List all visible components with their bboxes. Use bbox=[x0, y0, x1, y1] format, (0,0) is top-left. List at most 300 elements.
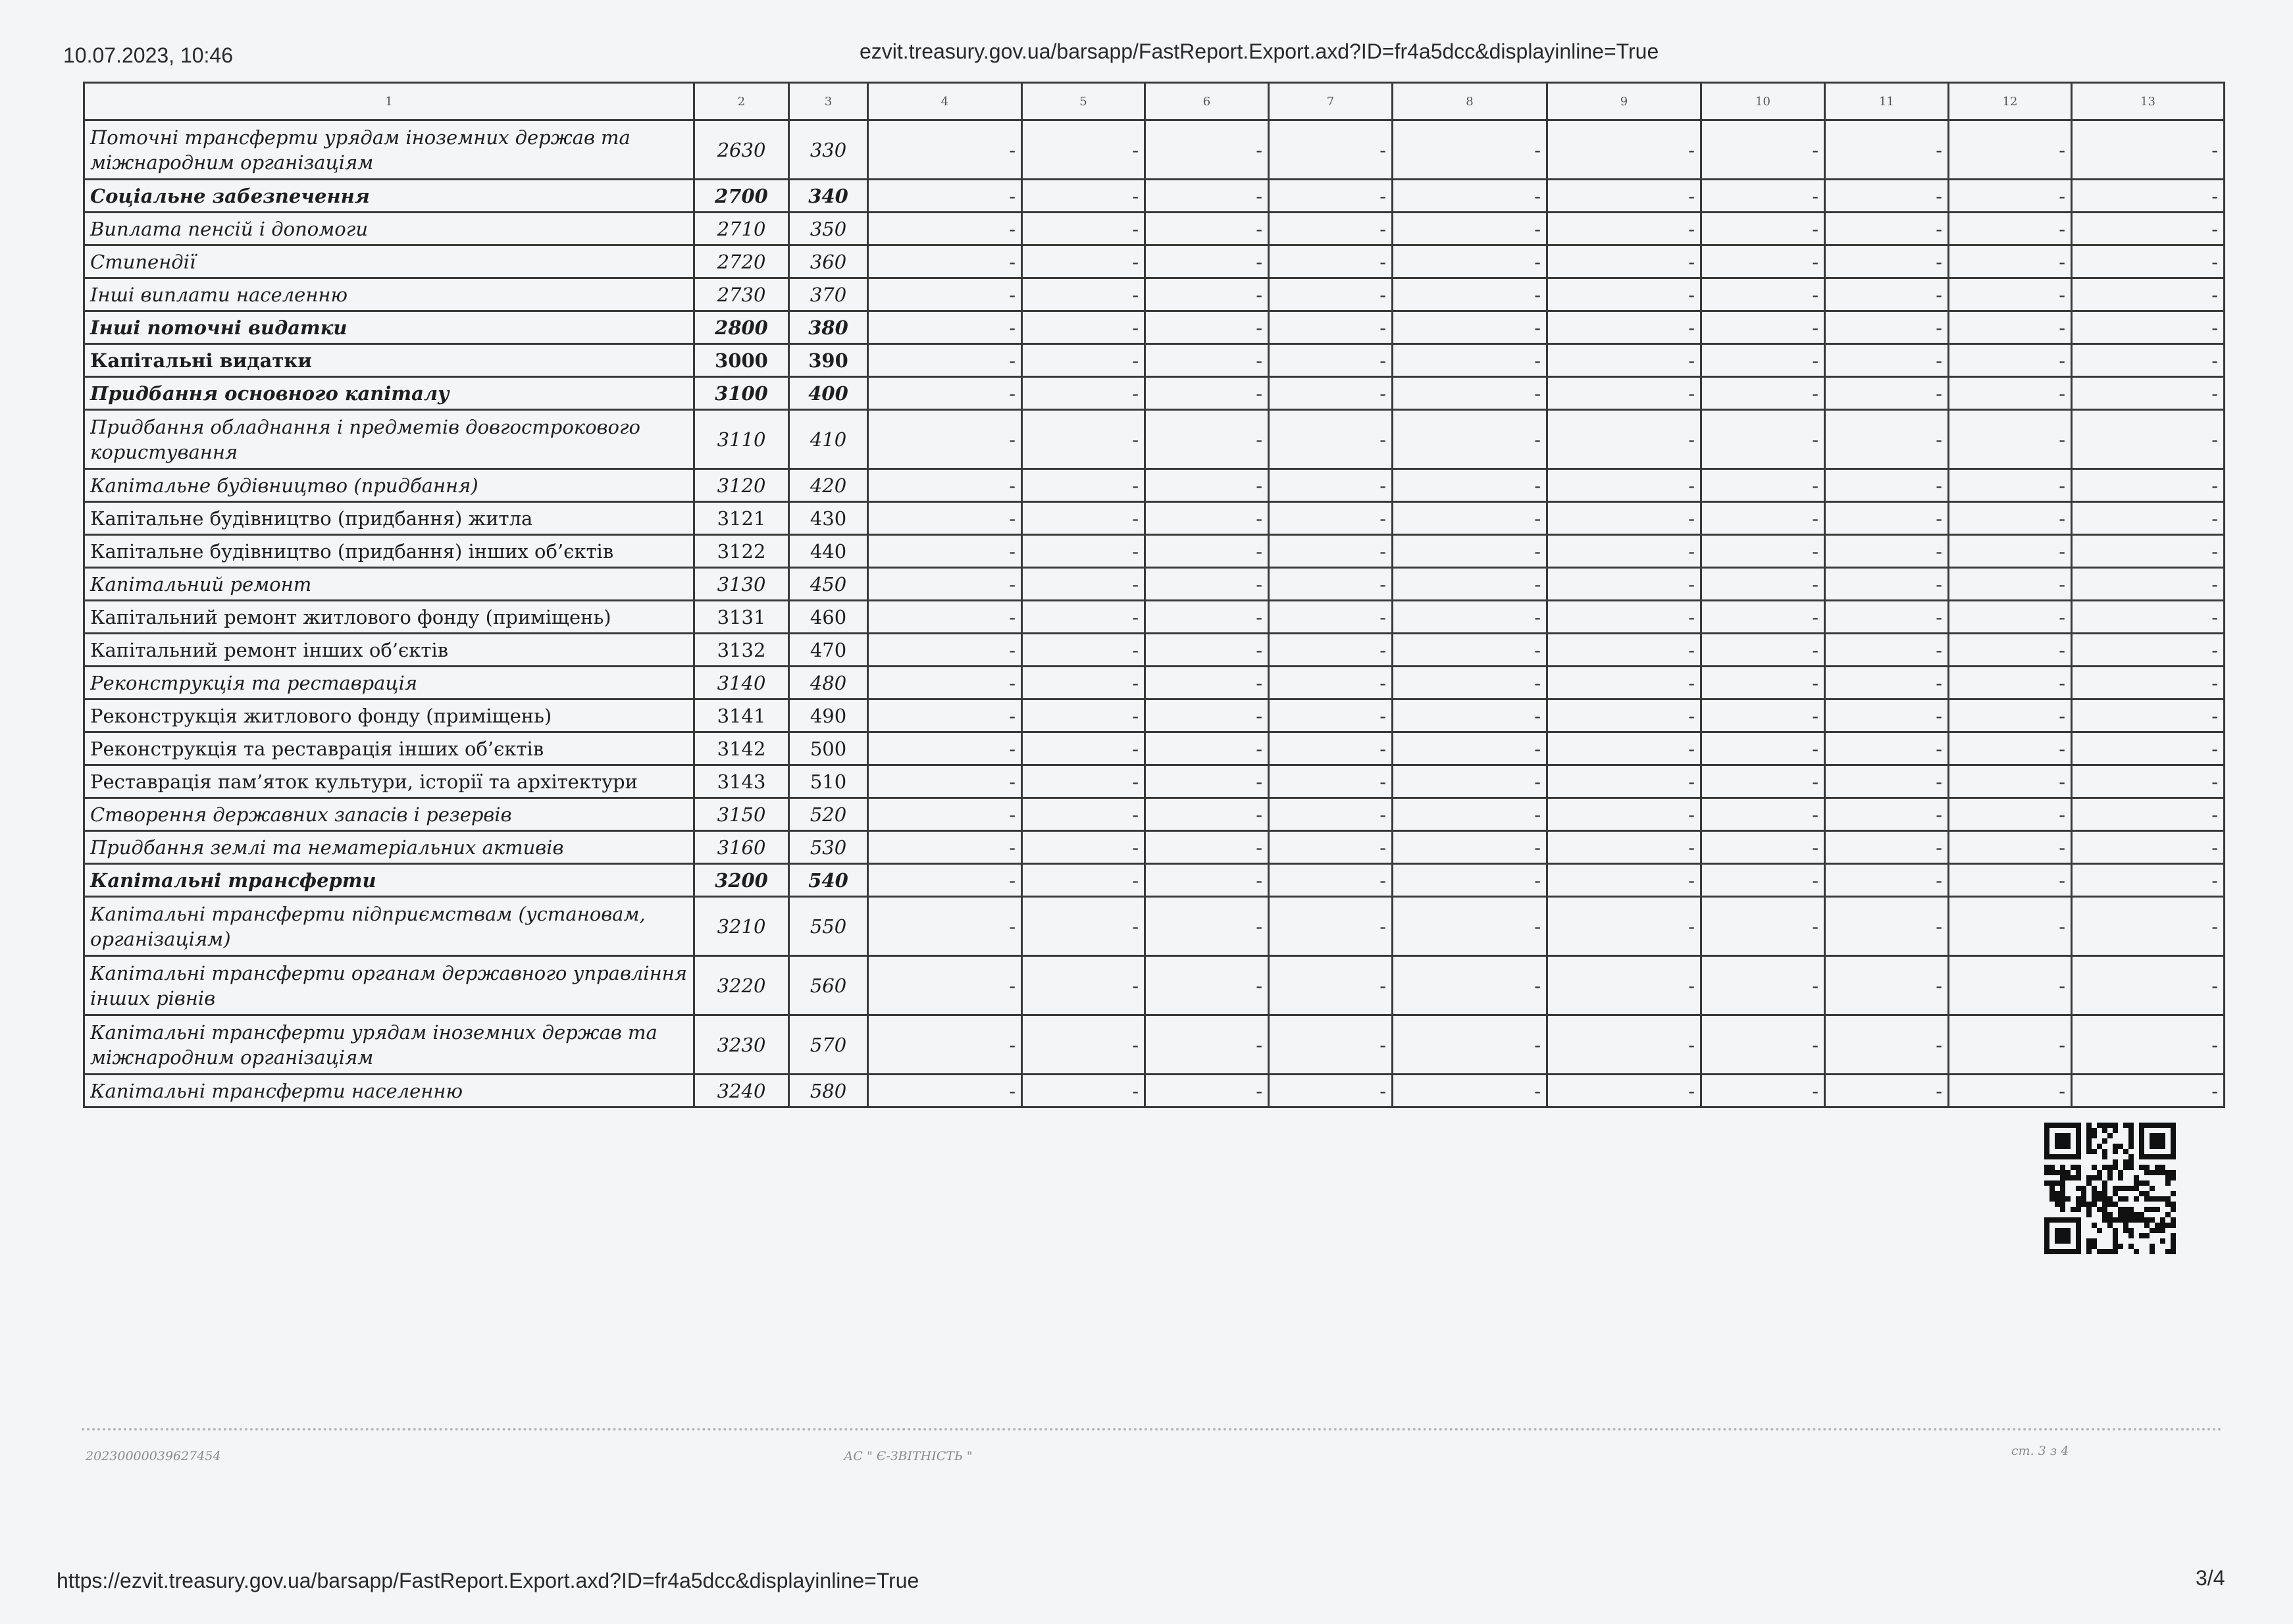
value-cell: - bbox=[1547, 699, 1701, 732]
value-cell: - bbox=[1825, 377, 1949, 410]
row-name: Придбання основного капіталу bbox=[84, 377, 694, 410]
value-cell: - bbox=[1145, 667, 1269, 699]
value-cell: - bbox=[1547, 667, 1701, 699]
value-cell: - bbox=[1547, 344, 1701, 377]
value-cell: - bbox=[1393, 699, 1547, 732]
value-cell: - bbox=[1949, 798, 2072, 831]
value-cell: - bbox=[1701, 897, 1825, 956]
value-cell: - bbox=[1393, 667, 1547, 699]
row-code: 3143 bbox=[694, 765, 789, 798]
value-cell: - bbox=[1825, 1015, 1949, 1075]
value-cell: - bbox=[2072, 864, 2225, 897]
value-cell: - bbox=[1547, 180, 1701, 213]
value-cell: - bbox=[1269, 344, 1393, 377]
value-cell: - bbox=[1949, 213, 2072, 245]
row-code: 2800 bbox=[694, 311, 789, 344]
value-cell: - bbox=[1145, 699, 1269, 732]
value-cell: - bbox=[2072, 245, 2225, 278]
table-row bbox=[84, 377, 2225, 410]
column-number-cell: 13 bbox=[2072, 83, 2225, 120]
value-cell: - bbox=[1547, 568, 1701, 601]
table-row bbox=[84, 1075, 2225, 1107]
value-cell: - bbox=[1825, 1075, 1949, 1107]
table-row bbox=[84, 798, 2225, 831]
value-cell: - bbox=[868, 410, 1022, 469]
table-row bbox=[84, 180, 2225, 213]
value-cell: - bbox=[1269, 798, 1393, 831]
value-cell: - bbox=[1022, 535, 1145, 568]
value-cell: - bbox=[1145, 568, 1269, 601]
value-cell: - bbox=[1825, 765, 1949, 798]
value-cell: - bbox=[1825, 535, 1949, 568]
table-row bbox=[84, 1015, 2225, 1075]
value-cell: - bbox=[1547, 377, 1701, 410]
row-code: 3131 bbox=[694, 601, 789, 634]
value-cell: - bbox=[1022, 831, 1145, 864]
row-name: Капітальні трансферти населенню bbox=[84, 1075, 694, 1107]
column-number-cell: 11 bbox=[1825, 83, 1949, 120]
column-number-cell: 6 bbox=[1145, 83, 1269, 120]
value-cell: - bbox=[1547, 798, 1701, 831]
print-datetime: 10.07.2023, 10:46 bbox=[63, 43, 234, 67]
value-cell: - bbox=[868, 864, 1022, 897]
qr-code bbox=[2044, 1123, 2176, 1254]
value-cell: - bbox=[1949, 864, 2072, 897]
value-cell: - bbox=[1022, 667, 1145, 699]
value-cell: - bbox=[1022, 213, 1145, 245]
value-cell: - bbox=[1393, 120, 1547, 180]
value-cell: - bbox=[2072, 699, 2225, 732]
value-cell: - bbox=[1022, 1075, 1145, 1107]
value-cell: - bbox=[1547, 1075, 1701, 1107]
value-cell: - bbox=[1269, 864, 1393, 897]
value-cell: - bbox=[868, 732, 1022, 765]
table-row bbox=[84, 699, 2225, 732]
row-code: 3142 bbox=[694, 732, 789, 765]
value-cell: - bbox=[1825, 864, 1949, 897]
row-name: Капітальний ремонт інших об’єктів bbox=[84, 634, 694, 667]
value-cell: - bbox=[1269, 667, 1393, 699]
table-row bbox=[84, 311, 2225, 344]
value-cell: - bbox=[1145, 213, 1269, 245]
value-cell: - bbox=[1393, 502, 1547, 535]
value-cell: - bbox=[1022, 897, 1145, 956]
value-cell: - bbox=[1547, 311, 1701, 344]
value-cell: - bbox=[1145, 311, 1269, 344]
value-cell: - bbox=[868, 568, 1022, 601]
value-cell: - bbox=[1949, 278, 2072, 311]
value-cell: - bbox=[1022, 502, 1145, 535]
value-cell: - bbox=[1393, 634, 1547, 667]
value-cell: - bbox=[1022, 311, 1145, 344]
value-cell: - bbox=[1022, 469, 1145, 502]
value-cell: - bbox=[1022, 732, 1145, 765]
system-name: АС " Є-ЗВІТНІСТЬ " bbox=[844, 1449, 973, 1463]
row-name: Створення державних запасів і резервів bbox=[84, 798, 694, 831]
row-name: Виплата пенсій і допомоги bbox=[84, 213, 694, 245]
value-cell: - bbox=[1949, 245, 2072, 278]
value-cell: - bbox=[1393, 410, 1547, 469]
column-number-cell: 5 bbox=[1022, 83, 1145, 120]
value-cell: - bbox=[1701, 245, 1825, 278]
table-body bbox=[84, 83, 2225, 1107]
value-cell: - bbox=[1949, 699, 2072, 732]
value-cell: - bbox=[1949, 410, 2072, 469]
value-cell: - bbox=[1145, 180, 1269, 213]
value-cell: - bbox=[1701, 732, 1825, 765]
row-code: 3160 bbox=[694, 831, 789, 864]
print-page-number: 3/4 bbox=[2196, 1566, 2225, 1590]
table-row bbox=[84, 213, 2225, 245]
value-cell: - bbox=[1825, 831, 1949, 864]
value-cell: - bbox=[1701, 765, 1825, 798]
value-cell: - bbox=[1825, 568, 1949, 601]
value-cell: - bbox=[1269, 831, 1393, 864]
value-cell: - bbox=[868, 180, 1022, 213]
row-code: 3122 bbox=[694, 535, 789, 568]
row-code: 3120 bbox=[694, 469, 789, 502]
row-code: 3141 bbox=[694, 699, 789, 732]
value-cell: - bbox=[2072, 120, 2225, 180]
table-row bbox=[84, 344, 2225, 377]
value-cell: - bbox=[868, 667, 1022, 699]
row-line-number: 500 bbox=[789, 732, 868, 765]
value-cell: - bbox=[1269, 311, 1393, 344]
value-cell: - bbox=[1145, 765, 1269, 798]
value-cell: - bbox=[2072, 634, 2225, 667]
value-cell: - bbox=[1547, 278, 1701, 311]
table-row bbox=[84, 897, 2225, 956]
row-name: Капітальні трансферти урядам іноземних держав та міжнародним організаціям bbox=[84, 1015, 694, 1075]
table-row bbox=[84, 278, 2225, 311]
value-cell: - bbox=[1547, 502, 1701, 535]
value-cell: - bbox=[1701, 831, 1825, 864]
column-number-cell: 3 bbox=[789, 83, 868, 120]
value-cell: - bbox=[1825, 601, 1949, 634]
value-cell: - bbox=[1269, 410, 1393, 469]
column-number-cell: 1 bbox=[84, 83, 694, 120]
row-code: 3132 bbox=[694, 634, 789, 667]
row-line-number: 440 bbox=[789, 535, 868, 568]
value-cell: - bbox=[1547, 410, 1701, 469]
value-cell: - bbox=[1701, 667, 1825, 699]
row-line-number: 370 bbox=[789, 278, 868, 311]
row-name: Реконструкція та реставрація інших об’єктів bbox=[84, 732, 694, 765]
value-cell: - bbox=[868, 831, 1022, 864]
value-cell: - bbox=[1701, 311, 1825, 344]
value-cell: - bbox=[1393, 732, 1547, 765]
value-cell: - bbox=[1701, 568, 1825, 601]
value-cell: - bbox=[2072, 798, 2225, 831]
column-number-cell: 8 bbox=[1393, 83, 1547, 120]
value-cell: - bbox=[1145, 410, 1269, 469]
value-cell: - bbox=[2072, 213, 2225, 245]
budget-expenditure-table bbox=[83, 82, 2225, 1108]
value-cell: - bbox=[868, 278, 1022, 311]
value-cell: - bbox=[1701, 377, 1825, 410]
value-cell: - bbox=[1269, 634, 1393, 667]
value-cell: - bbox=[1269, 180, 1393, 213]
value-cell: - bbox=[1022, 765, 1145, 798]
value-cell: - bbox=[1269, 601, 1393, 634]
document-number: 20230000039627454 bbox=[86, 1449, 221, 1463]
value-cell: - bbox=[1393, 535, 1547, 568]
value-cell: - bbox=[1701, 278, 1825, 311]
value-cell: - bbox=[1547, 897, 1701, 956]
value-cell: - bbox=[1825, 897, 1949, 956]
value-cell: - bbox=[2072, 667, 2225, 699]
value-cell: - bbox=[1949, 897, 2072, 956]
value-cell: - bbox=[868, 1075, 1022, 1107]
value-cell: - bbox=[1393, 798, 1547, 831]
row-line-number: 430 bbox=[789, 502, 868, 535]
value-cell: - bbox=[1145, 634, 1269, 667]
value-cell: - bbox=[1022, 956, 1145, 1015]
value-cell: - bbox=[1825, 956, 1949, 1015]
value-cell: - bbox=[1393, 469, 1547, 502]
value-cell: - bbox=[1393, 765, 1547, 798]
value-cell: - bbox=[1701, 502, 1825, 535]
value-cell: - bbox=[1269, 120, 1393, 180]
value-cell: - bbox=[1949, 1075, 2072, 1107]
table-row bbox=[84, 831, 2225, 864]
value-cell: - bbox=[1022, 180, 1145, 213]
row-name: Капітальне будівництво (придбання) інших об’єктів bbox=[84, 535, 694, 568]
value-cell: - bbox=[1701, 699, 1825, 732]
footer-divider bbox=[82, 1428, 2223, 1431]
value-cell: - bbox=[1949, 377, 2072, 410]
value-cell: - bbox=[868, 120, 1022, 180]
row-name: Придбання обладнання і предметів довгострокового користування bbox=[84, 410, 694, 469]
value-cell: - bbox=[1825, 344, 1949, 377]
value-cell: - bbox=[1825, 180, 1949, 213]
value-cell: - bbox=[1393, 377, 1547, 410]
table-row bbox=[84, 634, 2225, 667]
value-cell: - bbox=[1145, 1015, 1269, 1075]
row-code: 3240 bbox=[694, 1075, 789, 1107]
table-row bbox=[84, 502, 2225, 535]
value-cell: - bbox=[1547, 601, 1701, 634]
value-cell: - bbox=[1825, 667, 1949, 699]
row-line-number: 550 bbox=[789, 897, 868, 956]
value-cell: - bbox=[2072, 469, 2225, 502]
value-cell: - bbox=[1269, 699, 1393, 732]
row-line-number: 410 bbox=[789, 410, 868, 469]
column-number-cell: 12 bbox=[1949, 83, 2072, 120]
row-line-number: 540 bbox=[789, 864, 868, 897]
value-cell: - bbox=[1393, 1075, 1547, 1107]
table-row bbox=[84, 535, 2225, 568]
value-cell: - bbox=[1701, 634, 1825, 667]
value-cell: - bbox=[1949, 601, 2072, 634]
value-cell: - bbox=[1393, 278, 1547, 311]
row-line-number: 400 bbox=[789, 377, 868, 410]
value-cell: - bbox=[868, 502, 1022, 535]
value-cell: - bbox=[1547, 535, 1701, 568]
value-cell: - bbox=[1269, 956, 1393, 1015]
column-number-cell: 2 bbox=[694, 83, 789, 120]
value-cell: - bbox=[1547, 956, 1701, 1015]
value-cell: - bbox=[2072, 344, 2225, 377]
value-cell: - bbox=[1949, 765, 2072, 798]
value-cell: - bbox=[2072, 956, 2225, 1015]
value-cell: - bbox=[1949, 1015, 2072, 1075]
row-line-number: 420 bbox=[789, 469, 868, 502]
value-cell: - bbox=[1393, 864, 1547, 897]
row-name: Придбання землі та нематеріальних активів bbox=[84, 831, 694, 864]
value-cell: - bbox=[1145, 1075, 1269, 1107]
value-cell: - bbox=[1949, 634, 2072, 667]
column-number-cell: 7 bbox=[1269, 83, 1393, 120]
value-cell: - bbox=[1701, 469, 1825, 502]
value-cell: - bbox=[1269, 535, 1393, 568]
row-line-number: 450 bbox=[789, 568, 868, 601]
table-row bbox=[84, 956, 2225, 1015]
report-page-number: ст. 3 з 4 bbox=[2011, 1444, 2069, 1458]
row-name: Інші поточні видатки bbox=[84, 311, 694, 344]
row-name: Реконструкція та реставрація bbox=[84, 667, 694, 699]
value-cell: - bbox=[1145, 278, 1269, 311]
value-cell: - bbox=[1269, 765, 1393, 798]
value-cell: - bbox=[1701, 535, 1825, 568]
row-name: Капітальні видатки bbox=[84, 344, 694, 377]
value-cell: - bbox=[1022, 568, 1145, 601]
row-code: 3140 bbox=[694, 667, 789, 699]
value-cell: - bbox=[1825, 502, 1949, 535]
value-cell: - bbox=[1949, 469, 2072, 502]
value-cell: - bbox=[868, 213, 1022, 245]
value-cell: - bbox=[868, 311, 1022, 344]
value-cell: - bbox=[1825, 699, 1949, 732]
value-cell: - bbox=[2072, 535, 2225, 568]
table-row bbox=[84, 732, 2225, 765]
print-footer-url: https://ezvit.treasury.gov.ua/barsapp/FastReport.Export.axd?ID=fr4a5dcc&displayinline=True bbox=[57, 1569, 919, 1592]
value-cell: - bbox=[1022, 864, 1145, 897]
value-cell: - bbox=[1022, 410, 1145, 469]
value-cell: - bbox=[1022, 245, 1145, 278]
value-cell: - bbox=[2072, 1015, 2225, 1075]
row-code: 2710 bbox=[694, 213, 789, 245]
row-name: Стипендії bbox=[84, 245, 694, 278]
value-cell: - bbox=[1393, 601, 1547, 634]
value-cell: - bbox=[1145, 502, 1269, 535]
table-row bbox=[84, 120, 2225, 180]
row-code: 3130 bbox=[694, 568, 789, 601]
value-cell: - bbox=[1547, 245, 1701, 278]
value-cell: - bbox=[1022, 278, 1145, 311]
table-row bbox=[84, 864, 2225, 897]
row-name: Капітальне будівництво (придбання) bbox=[84, 469, 694, 502]
value-cell: - bbox=[1825, 469, 1949, 502]
value-cell: - bbox=[1949, 344, 2072, 377]
value-cell: - bbox=[1022, 634, 1145, 667]
row-line-number: 520 bbox=[789, 798, 868, 831]
value-cell: - bbox=[868, 897, 1022, 956]
value-cell: - bbox=[1949, 180, 2072, 213]
column-number-row bbox=[84, 83, 2225, 120]
value-cell: - bbox=[1022, 344, 1145, 377]
value-cell: - bbox=[2072, 732, 2225, 765]
value-cell: - bbox=[1949, 535, 2072, 568]
row-name: Реставрація пам’яток культури, історії та архітектури bbox=[84, 765, 694, 798]
row-code: 3121 bbox=[694, 502, 789, 535]
value-cell: - bbox=[1269, 213, 1393, 245]
value-cell: - bbox=[868, 469, 1022, 502]
value-cell: - bbox=[1825, 245, 1949, 278]
value-cell: - bbox=[1393, 956, 1547, 1015]
value-cell: - bbox=[1825, 278, 1949, 311]
row-code: 2730 bbox=[694, 278, 789, 311]
row-code: 3150 bbox=[694, 798, 789, 831]
row-line-number: 480 bbox=[789, 667, 868, 699]
value-cell: - bbox=[1547, 634, 1701, 667]
table-row bbox=[84, 765, 2225, 798]
value-cell: - bbox=[1269, 502, 1393, 535]
row-code: 3200 bbox=[694, 864, 789, 897]
value-cell: - bbox=[1393, 1015, 1547, 1075]
print-header-url: ezvit.treasury.gov.ua/barsapp/FastReport.Export.axd?ID=fr4a5dcc&displayinline=True bbox=[860, 39, 1659, 63]
value-cell: - bbox=[1547, 469, 1701, 502]
value-cell: - bbox=[1393, 180, 1547, 213]
row-line-number: 490 bbox=[789, 699, 868, 732]
row-code: 3210 bbox=[694, 897, 789, 956]
row-line-number: 510 bbox=[789, 765, 868, 798]
row-name: Реконструкція житлового фонду (приміщень) bbox=[84, 699, 694, 732]
value-cell: - bbox=[2072, 180, 2225, 213]
value-cell: - bbox=[1949, 311, 2072, 344]
value-cell: - bbox=[1701, 213, 1825, 245]
value-cell: - bbox=[1145, 732, 1269, 765]
row-name: Соціальне забезпечення bbox=[84, 180, 694, 213]
value-cell: - bbox=[1269, 897, 1393, 956]
table-row bbox=[84, 667, 2225, 699]
value-cell: - bbox=[1701, 1075, 1825, 1107]
row-name: Капітальні трансферти підприємствам (установам, організаціям) bbox=[84, 897, 694, 956]
value-cell: - bbox=[1145, 956, 1269, 1015]
row-code: 3110 bbox=[694, 410, 789, 469]
value-cell: - bbox=[1547, 732, 1701, 765]
value-cell: - bbox=[1547, 765, 1701, 798]
row-name: Капітальне будівництво (придбання) житла bbox=[84, 502, 694, 535]
value-cell: - bbox=[868, 377, 1022, 410]
table-row bbox=[84, 469, 2225, 502]
row-code: 2720 bbox=[694, 245, 789, 278]
value-cell: - bbox=[1022, 120, 1145, 180]
value-cell: - bbox=[1022, 699, 1145, 732]
value-cell: - bbox=[868, 634, 1022, 667]
value-cell: - bbox=[1547, 864, 1701, 897]
row-line-number: 530 bbox=[789, 831, 868, 864]
value-cell: - bbox=[1393, 245, 1547, 278]
value-cell: - bbox=[868, 699, 1022, 732]
table-row bbox=[84, 568, 2225, 601]
row-code: 3100 bbox=[694, 377, 789, 410]
row-line-number: 380 bbox=[789, 311, 868, 344]
value-cell: - bbox=[1022, 798, 1145, 831]
value-cell: - bbox=[1145, 601, 1269, 634]
value-cell: - bbox=[2072, 278, 2225, 311]
value-cell: - bbox=[2072, 1075, 2225, 1107]
row-name: Капітальні трансферти органам державного управління інших рівнів bbox=[84, 956, 694, 1015]
value-cell: - bbox=[1825, 410, 1949, 469]
value-cell: - bbox=[1393, 344, 1547, 377]
row-name: Капітальні трансферти bbox=[84, 864, 694, 897]
value-cell: - bbox=[1269, 278, 1393, 311]
value-cell: - bbox=[1145, 120, 1269, 180]
value-cell: - bbox=[2072, 831, 2225, 864]
row-line-number: 560 bbox=[789, 956, 868, 1015]
column-number-cell: 4 bbox=[868, 83, 1022, 120]
